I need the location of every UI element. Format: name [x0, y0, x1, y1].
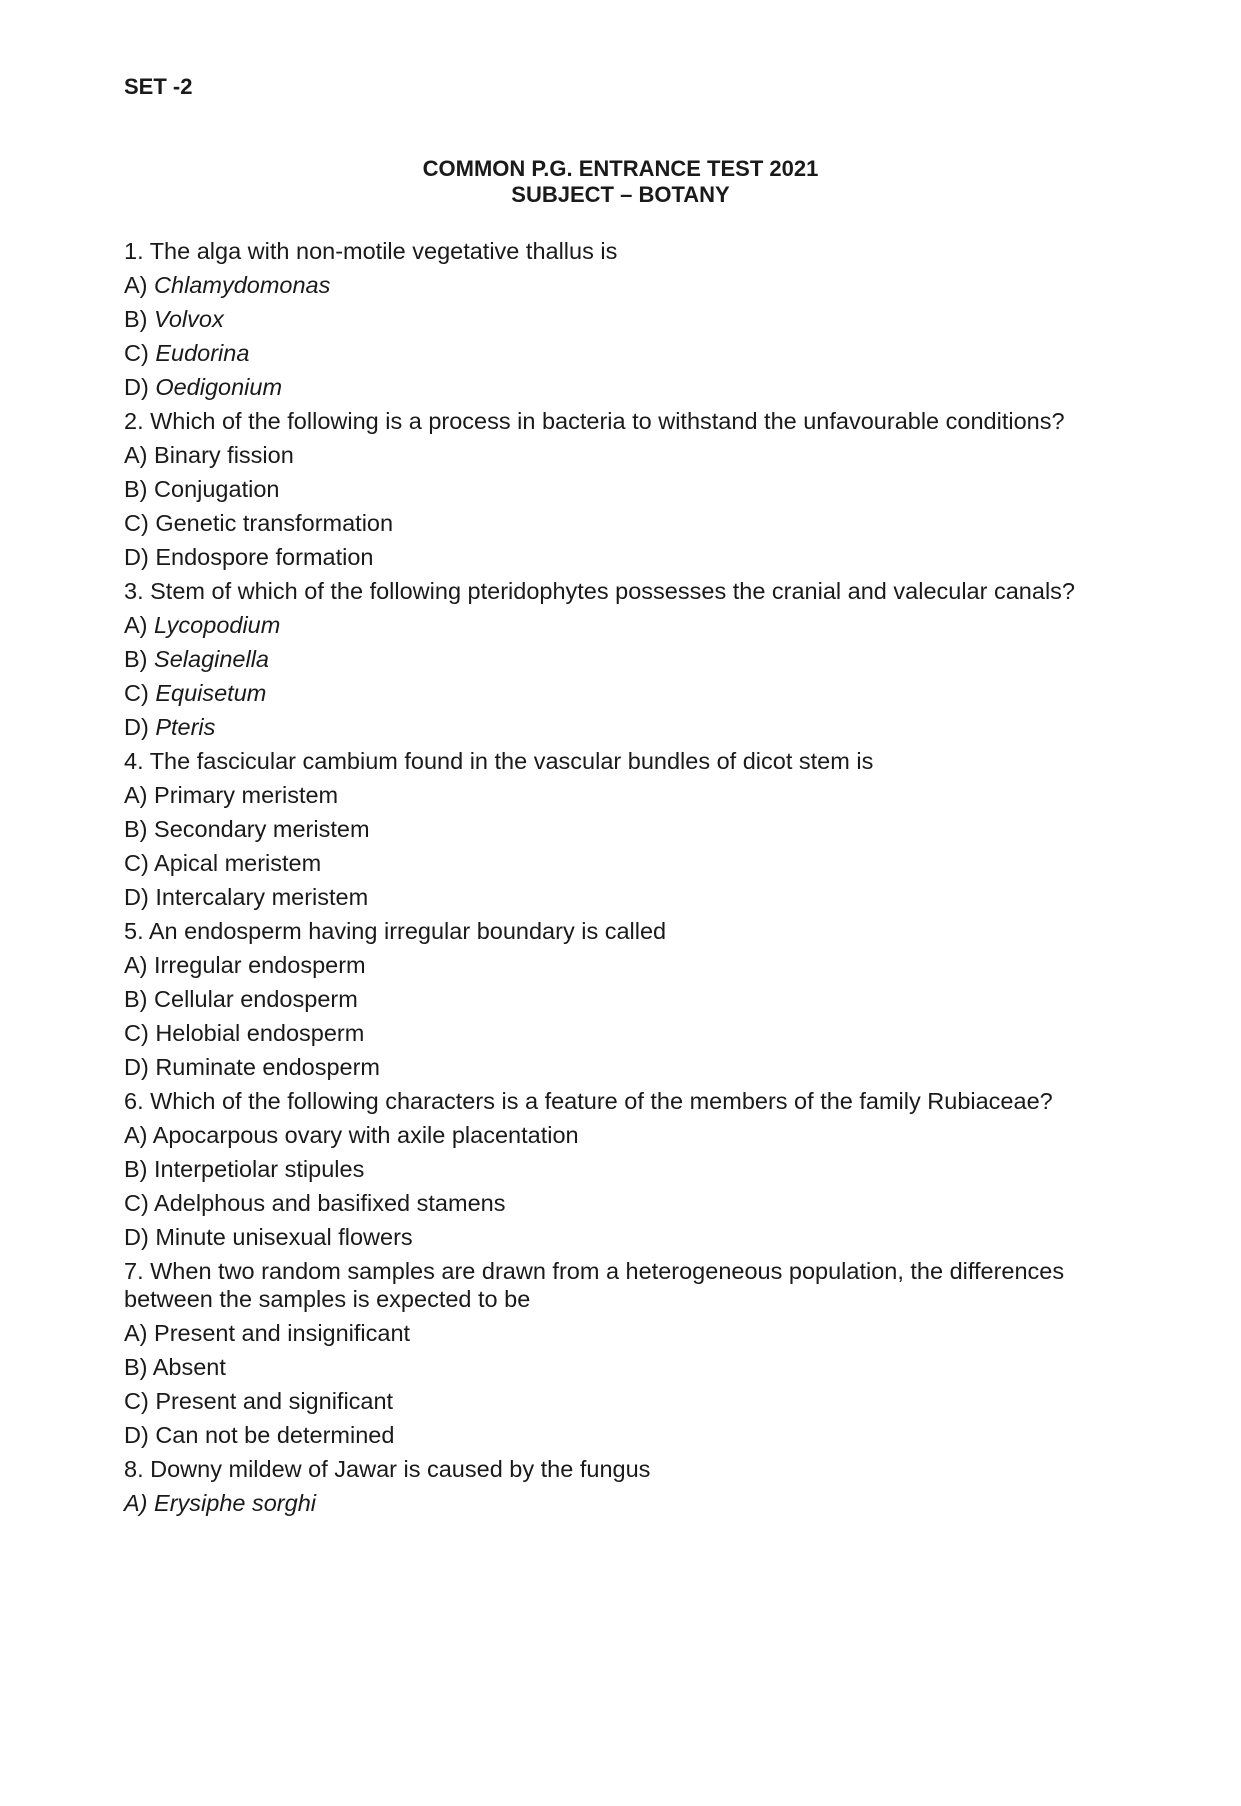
option-letter: C) — [124, 1388, 156, 1414]
answer-option — [124, 812, 1104, 846]
question-text: 5. An endosperm having irregular boundary is called — [124, 918, 667, 944]
option-letter: A) — [124, 782, 155, 808]
option-text: Equisetum — [155, 680, 267, 706]
exam-title: COMMON P.G. ENTRANCE TEST 2021 — [422, 156, 819, 181]
option-text: Pteris — [155, 714, 216, 740]
option-text: Can not be determined — [155, 1422, 395, 1448]
answer-option — [124, 302, 1104, 336]
question-text: 3. Stem of which of the following pteridophytes possesses the cranial and valecular canals? — [124, 578, 1075, 604]
option-letter: C) — [124, 1190, 155, 1216]
option-text: Present and significant — [155, 1388, 394, 1414]
option-letter: C) — [124, 850, 155, 876]
option-letter: B) — [124, 1156, 155, 1182]
option-text: Apical meristem — [154, 850, 322, 876]
option-letter: A) — [124, 1320, 155, 1346]
option-letter: A) — [124, 442, 155, 468]
option-letter: B) — [124, 646, 155, 672]
option-text: Primary meristem — [154, 782, 339, 808]
option-letter: B) — [124, 816, 155, 842]
answer-option — [124, 608, 1104, 642]
option-letter: D) — [124, 1422, 156, 1448]
option-letter: A) — [124, 272, 155, 298]
answer-option — [124, 676, 1104, 710]
answer-option — [124, 1350, 1104, 1384]
option-letter: D) — [124, 1224, 156, 1250]
option-letter: A) — [124, 1122, 153, 1148]
option-text: Eudorina — [155, 340, 250, 366]
set-label: SET -2 — [124, 74, 193, 99]
document-header — [0, 156, 1241, 208]
question-text: 8. Downy mildew of Jawar is caused by the fungus — [124, 1456, 651, 1482]
option-text: Endospore formation — [155, 544, 374, 570]
option-text: Helobial endosperm — [155, 1020, 365, 1046]
question-list — [124, 234, 1104, 1520]
option-letter: A) — [124, 952, 155, 978]
answer-option — [124, 268, 1104, 302]
option-text: Intercalary meristem — [155, 884, 369, 910]
answer-option — [124, 506, 1104, 540]
answer-option — [124, 540, 1104, 574]
option-letter: B) — [124, 306, 155, 332]
answer-option — [124, 1384, 1104, 1418]
answer-option — [124, 1220, 1104, 1254]
option-letter: C) — [124, 680, 156, 706]
question-text: 6. Which of the following characters is a feature of the members of the family Rubiaceae? — [124, 1088, 1053, 1114]
answer-option — [124, 948, 1104, 982]
option-text: Lycopodium — [154, 612, 281, 638]
option-text: Chlamydomonas — [154, 272, 331, 298]
option-letter: A) — [124, 1490, 155, 1516]
option-text: Conjugation — [154, 476, 280, 502]
answer-option — [124, 1316, 1104, 1350]
option-letter: D) — [124, 884, 156, 910]
option-text: Genetic transformation — [155, 510, 394, 536]
answer-option — [124, 1050, 1104, 1084]
answer-option — [124, 1118, 1104, 1152]
option-letter: D) — [124, 714, 156, 740]
answer-option — [124, 370, 1104, 404]
subject-title: SUBJECT – BOTANY — [511, 182, 730, 207]
option-text: Interpetiolar stipules — [154, 1156, 365, 1182]
option-letter: D) — [124, 1054, 156, 1080]
answer-option — [124, 642, 1104, 676]
answer-option — [124, 846, 1104, 880]
question-text: 4. The fascicular cambium found in the vascular bundles of dicot stem is — [124, 748, 874, 774]
answer-option — [124, 982, 1104, 1016]
option-text: Adelphous and basifixed stamens — [154, 1190, 506, 1216]
option-text: Cellular endosperm — [154, 986, 358, 1012]
question-text: 2. Which of the following is a process in bacteria to withstand the unfavourable conditions? — [124, 408, 1065, 434]
option-letter: C) — [124, 340, 156, 366]
option-letter: C) — [124, 510, 156, 536]
answer-option — [124, 438, 1104, 472]
option-text: Apocarpous ovary with axile placentation — [152, 1122, 579, 1148]
option-text: Absent — [152, 1354, 226, 1380]
answer-option — [124, 1016, 1104, 1050]
answer-option — [124, 336, 1104, 370]
option-letter: D) — [124, 544, 156, 570]
option-text: Minute unisexual flowers — [155, 1224, 413, 1250]
answer-option — [124, 710, 1104, 744]
answer-option — [124, 1186, 1104, 1220]
answer-option — [124, 778, 1104, 812]
option-text: Ruminate endosperm — [155, 1054, 381, 1080]
option-text: Present and insignificant — [154, 1320, 411, 1346]
option-text: Secondary meristem — [154, 816, 370, 842]
option-text: Irregular endosperm — [154, 952, 366, 978]
answer-option — [124, 1152, 1104, 1186]
answer-option — [124, 880, 1104, 914]
option-letter: A) — [124, 612, 155, 638]
option-text: Volvox — [154, 306, 224, 332]
option-text: Binary fission — [154, 442, 294, 468]
answer-option — [124, 1418, 1104, 1452]
question-text: 1. The alga with non-motile vegetative thallus is — [124, 238, 618, 264]
option-letter: B) — [124, 476, 155, 502]
option-text: Erysiphe sorghi — [154, 1490, 316, 1516]
answer-option — [124, 1486, 1104, 1520]
question-text: 7. When two random samples are drawn from a heterogeneous population, the differences between the samples is expected to be — [124, 1258, 1065, 1312]
option-letter: B) — [124, 986, 155, 1012]
answer-option — [124, 472, 1104, 506]
option-letter: D) — [124, 374, 156, 400]
option-letter: B) — [124, 1354, 153, 1380]
option-text: Selaginella — [154, 646, 270, 672]
option-text: Oedigonium — [155, 374, 283, 400]
option-letter: C) — [124, 1020, 156, 1046]
